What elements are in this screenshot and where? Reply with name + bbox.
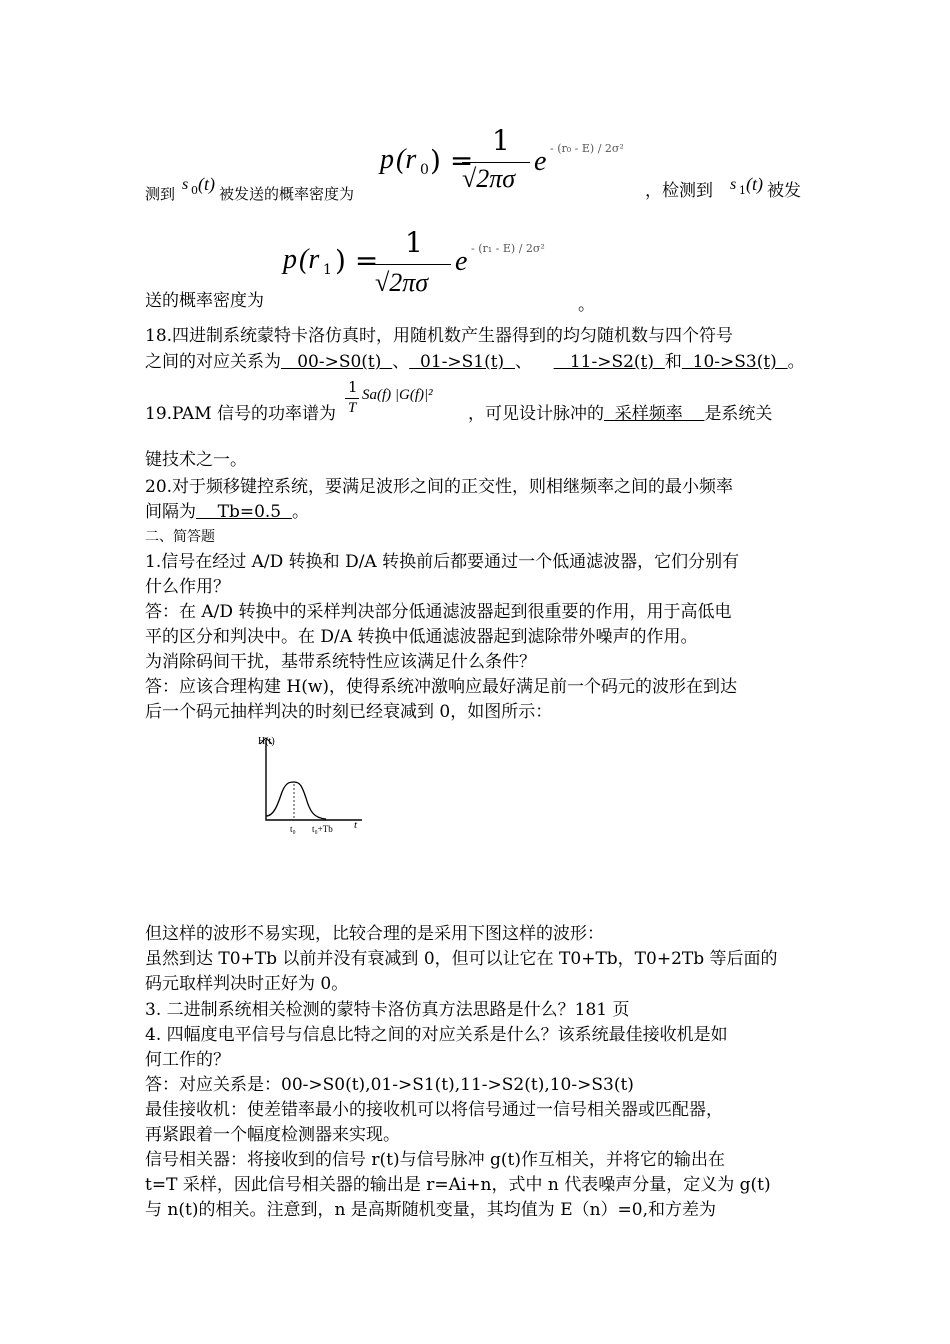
q20-answer: Tb=0.5 [196, 502, 292, 522]
section-title: 二、简答题 [145, 529, 215, 545]
figure-tick-t0-tb: t₀+Tb [312, 824, 333, 834]
body-line: 但这样的波形不易实现，比较合理的是采用下图这样的波形： [145, 924, 604, 944]
figure-y-label: H(t) [258, 736, 275, 747]
q20-line1: 20.对于频移键控系统，要满足波形之间的正交性，则相继频率之间的最小频率 [145, 477, 734, 497]
body-line: 后一个码元抽样判决的时刻已经衰减到 0，如图所示： [145, 702, 553, 722]
formula0-num: 1 [492, 124, 510, 157]
body-line: 最佳接收机：使差错率最小的接收机可以将信号通过一信号相关器或匹配器， [145, 1100, 723, 1120]
q20-end: 。 [291, 502, 309, 522]
q18-answer-1: 00->S0(t) [281, 352, 393, 372]
body-line: 平的区分和判决中。在 D/A 转换中低通滤波器起到滤除带外噪声的作用。 [145, 627, 698, 647]
q20-line2 [145, 500, 309, 524]
body-line: 1.信号在经过 A/D 转换和 D/A 转换前后都要通过一个低通滤波器，它们分别有 [145, 552, 740, 572]
formula0-close: ) = [430, 144, 474, 177]
q19-line2: 键技术之一。 [145, 450, 247, 470]
body-line: 虽然到达 T0+Tb 以前并没有衰减到 0，但可以让它在 T0+Tb，T0+2Tb 等后面的 [145, 949, 778, 969]
formula-p-r0 [380, 124, 650, 200]
q17-text-a: 测到 [145, 185, 176, 203]
formula0-e: e [534, 146, 547, 177]
formula1-fraction-bar [373, 264, 451, 265]
q19-frac-den: T [348, 400, 357, 416]
q18-sep-3: 和 [664, 352, 682, 372]
formula1-r: (r [299, 244, 320, 275]
q17-text-d: 被发 [767, 181, 801, 201]
impulse-response-figure [250, 728, 370, 840]
q19-frac-bar [345, 398, 359, 399]
formula0-exponent: - (r₀ - E) / 2σ² [550, 142, 624, 155]
q19-psd-formula [345, 378, 465, 424]
q18-end: 。 [787, 352, 805, 372]
formula0-sub: 0 [420, 162, 429, 178]
body-line: 再紧跟着一个幅度检测器来实现。 [145, 1125, 400, 1145]
q18-sep-2: 、 [515, 352, 554, 372]
body-line: t=T 采样，因此信号相关器的输出是 r=Ai+n，式中 n 代表噪声分量，定义为 g(t) [145, 1175, 771, 1195]
q19-prefix: 19.PAM 信号的功率谱为 [145, 404, 337, 424]
formula1-e: e [455, 246, 468, 277]
figure-axes [266, 740, 362, 820]
q19-text-b: ，可见设计脉冲的 [468, 404, 604, 424]
body-line: 什么作用？ [145, 577, 230, 597]
q17-s0: s [182, 176, 189, 193]
formula1-num: 1 [405, 226, 423, 259]
figure-x-label: t [354, 819, 358, 831]
body-line: 与 n(t)的相关。注意到，n 是高斯随机变量，其均值为 E（n）=0,和方差为 [145, 1200, 717, 1220]
formula-p-r1 [283, 226, 583, 306]
q17-s1-sub: 1 [739, 184, 746, 197]
q19-text-c: 是系统关 [704, 404, 773, 424]
q17-period: 。 [578, 295, 595, 315]
q18-line2 [145, 350, 805, 374]
q18-answer-2: 01->S1(t) [409, 352, 515, 372]
formula1-close: ) = [335, 244, 379, 277]
body-line: 3. 二进制系统相关检测的蒙特卡洛仿真方法思路是什么？181 页 [145, 1000, 630, 1020]
q18-answer-4: 10->S3(t) [681, 352, 788, 372]
q19-answer: 采样频率 [604, 404, 705, 424]
formula0-r: (r [396, 144, 417, 175]
formula0-den: √2πσ [462, 164, 516, 193]
q18-line1: 18.四进制系统蒙特卡洛仿真时，用随机数产生器得到的均匀随机数与四个符号 [145, 326, 734, 346]
figure-pulse-curve [266, 782, 326, 819]
body-line: 信号相关器：将接收到的信号 r(t)与信号脉冲 g(t)作互相关，并将它的输出在 [145, 1150, 726, 1170]
q17-s1-arg: (t) [746, 174, 763, 194]
q17-s1: s [730, 176, 737, 193]
formula1-p: p [283, 244, 297, 275]
formula1-exponent: - (r₁ - E) / 2σ² [471, 242, 545, 255]
q17-s0-arg: (t) [198, 174, 215, 194]
formula1-den: √2πσ [375, 268, 429, 297]
q18-answer-3: 11->S2(t) [553, 352, 665, 372]
q18-sep-1: 、 [392, 352, 410, 372]
body-line: 答：在 A/D 转换中的采样判决部分低通滤波器起到很重要的作用，用于高低电 [145, 602, 732, 622]
figure-tick-t0: t₀ [290, 824, 296, 834]
formula0-fraction-bar [462, 162, 530, 163]
body-line: 答：应该合理构建 H(w)，使得系统冲激响应最好满足前一个码元的波形在到达 [145, 677, 738, 697]
q17-text-c: ，检测到 [645, 181, 713, 201]
body-line: 码元取样判决时正好为 0。 [145, 974, 349, 994]
q19-psd: Sa(f) |G(f)|² [362, 387, 433, 403]
q18-line2-prefix: 之间的对应关系为 [145, 352, 281, 372]
q17-s0-sub: 0 [191, 184, 198, 197]
formula1-sub: 1 [323, 262, 332, 278]
q19-line1-rest [468, 402, 772, 426]
body-line: 4. 四幅度电平信号与信息比特之间的对应关系是什么？该系统最佳接收机是如 [145, 1025, 728, 1045]
q19-frac-num: 1 [348, 378, 358, 396]
q20-prefix: 间隔为 [145, 502, 196, 522]
q17-text-e: 送的概率密度为 [145, 291, 264, 311]
body-line: 何工作的？ [145, 1050, 230, 1070]
q17-text-b: 被发送的概率密度为 [219, 185, 355, 203]
formula0-p: p [380, 144, 394, 175]
body-line: 答：对应关系是：00->S0(t),01->S1(t),11->S2(t),10->S3(t) [145, 1075, 634, 1095]
body-line: 为消除码间干扰，基带系统特性应该满足什么条件？ [145, 652, 536, 672]
